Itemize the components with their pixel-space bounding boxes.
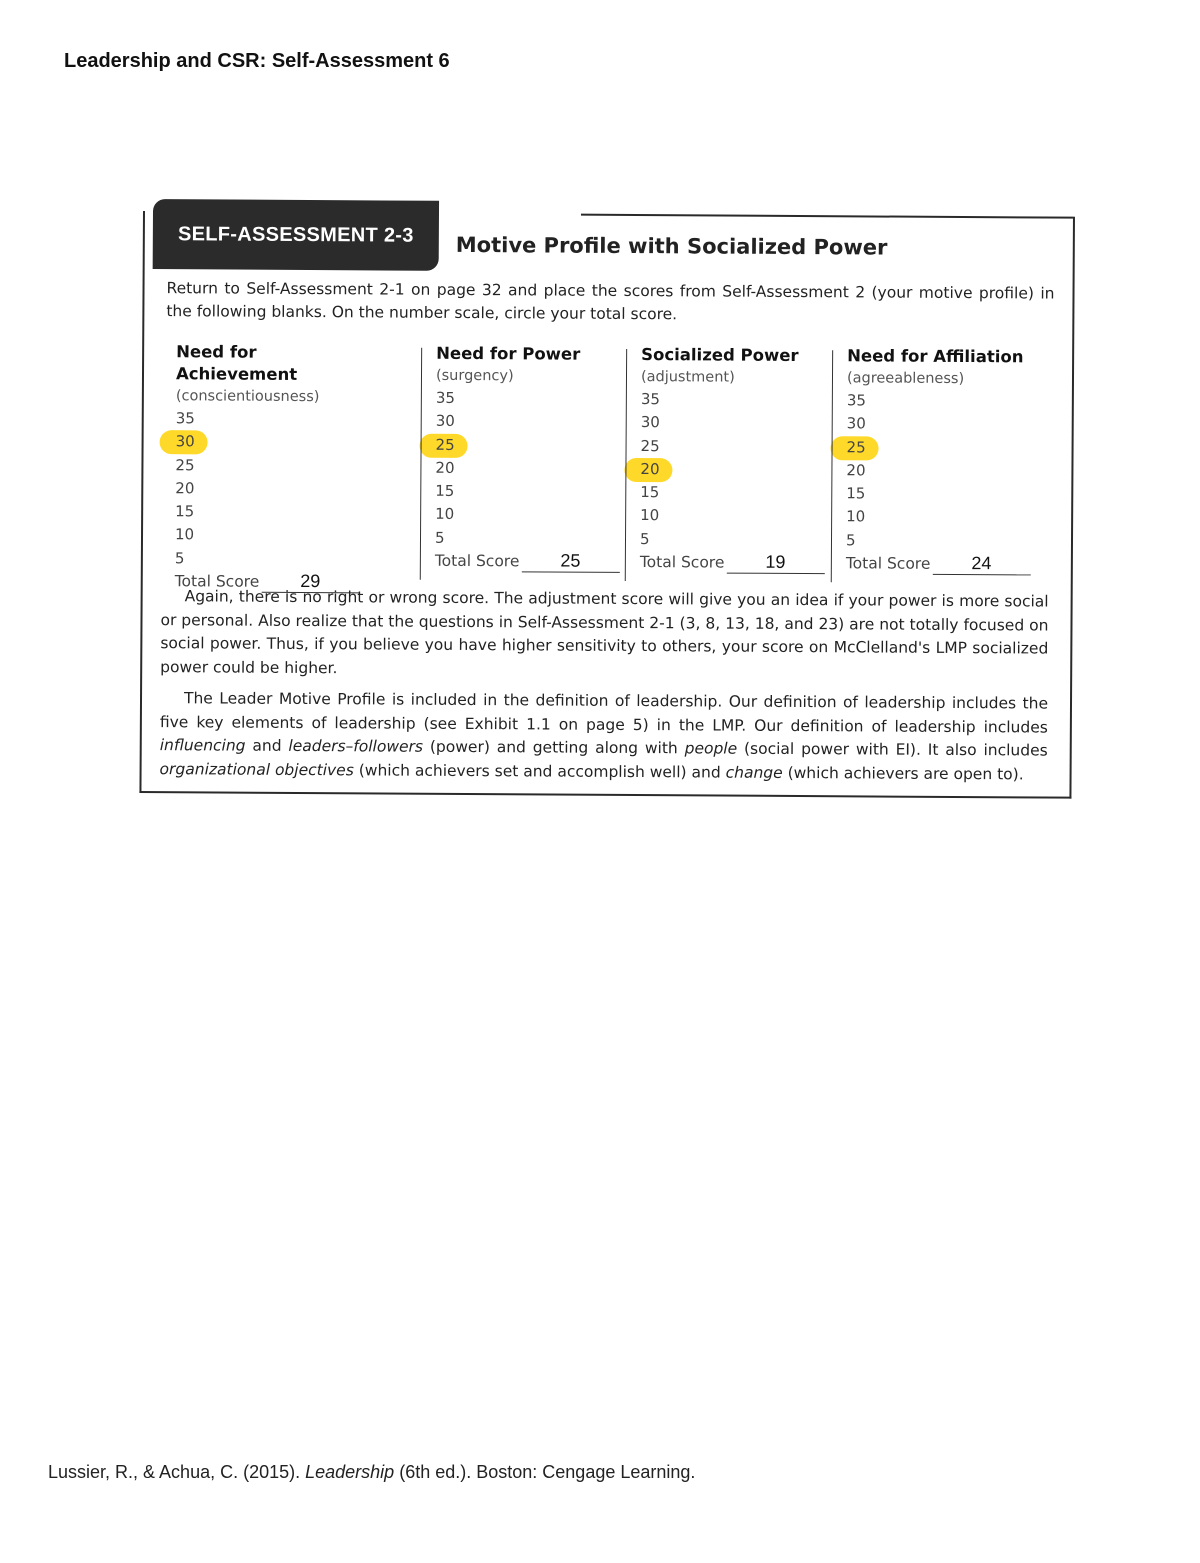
scale-value: 10	[846, 507, 866, 526]
scale-value: 15	[640, 483, 660, 502]
para2-text: (power) and getting along with	[422, 737, 685, 758]
total-score-value: 29	[261, 571, 359, 594]
citation-authors: Lussier, R., & Achua, C. (2015).	[48, 1462, 306, 1482]
column-subtitle: (adjustment)	[640, 369, 735, 386]
assessment-tag: SELF-ASSESSMENT 2-3	[153, 199, 439, 271]
self-assessment-box	[139, 211, 1075, 799]
scale-value: 35	[175, 409, 195, 428]
scale-value-circled: 25	[846, 436, 886, 460]
page-title: Leadership and CSR: Self-Assessment 6	[64, 50, 450, 72]
scale-value: 30	[435, 412, 455, 431]
column-need-for-power	[435, 343, 636, 573]
citation-footer	[48, 1462, 695, 1483]
paragraph-lmp	[160, 687, 1049, 786]
box-heading: Motive Profile with Socialized Power	[455, 232, 888, 260]
total-score-label: Total Score	[434, 551, 520, 571]
scale-value: 5	[845, 531, 856, 550]
scale-value: 30	[846, 414, 866, 433]
citation-rest: (6th ed.). Boston: Cengage Learning.	[394, 1462, 696, 1482]
scale-value: 35	[435, 388, 456, 407]
para2-italic: people	[684, 739, 738, 758]
para2-italic: change	[725, 763, 783, 782]
total-score-value: 19	[726, 552, 824, 575]
para2-text: The Leader Motive Profile is included in the definition of leadership. Our definition of leadership includes the five key elements of leadership (see Exhibit 1.1 on page 5) in the LMP. Our definition of leadership includes	[159, 689, 1049, 737]
intro-text: Return to Self-Assessment 2-1 on page 32 and place the scores from Self-Assessment 2 (your motive profile) in the following blanks. On the number scale, circle your total score.	[166, 279, 1055, 324]
column-need-for-achievement	[175, 341, 377, 593]
scale-value: 15	[435, 481, 455, 501]
total-score-row	[846, 552, 1046, 575]
scale-value-circled: 20	[640, 458, 680, 482]
total-score-row	[435, 550, 635, 573]
column-subtitle: (surgency)	[435, 367, 514, 385]
para2-text: (which achievers set and accomplish well) and	[353, 760, 726, 782]
scale-value-circled: 25	[436, 433, 476, 457]
scale-value: 20	[175, 479, 195, 498]
column-need-for-affiliation	[846, 345, 1047, 575]
column-title: Need for Power	[436, 343, 581, 364]
scale-value-circled: 30	[176, 431, 216, 455]
scale-value: 25	[640, 436, 660, 455]
scale-value: 20	[435, 458, 455, 477]
scale-value: 30	[640, 413, 660, 432]
para2-text: (which achievers are open to).	[782, 763, 1024, 783]
box-top-border	[581, 214, 1073, 219]
scale-value: 15	[846, 484, 866, 503]
para2-text: (social power with EI). It also includes	[737, 739, 1048, 760]
para2-italic: leaders–followers	[288, 736, 424, 756]
para2-text: and	[245, 736, 289, 755]
scale-value: 5	[174, 548, 185, 568]
total-score-value: 25	[521, 550, 619, 573]
column-subtitle: (agreeableness)	[846, 370, 965, 388]
scale-value: 35	[640, 390, 661, 409]
para2-italic: organizational objectives	[159, 759, 354, 779]
total-score-value: 24	[932, 553, 1030, 576]
column-subtitle: (conscientiousness)	[175, 388, 320, 406]
total-score-label: Total Score	[845, 554, 931, 573]
scale-value: 10	[174, 525, 195, 544]
para2-italic: influencing	[159, 736, 246, 755]
citation-book-title: Leadership	[305, 1462, 395, 1482]
column-title: Need for Affiliation	[847, 346, 1024, 367]
scale-value: 20	[846, 461, 866, 480]
column-title: Socialized Power	[641, 345, 799, 366]
scale-value: 35	[846, 391, 867, 410]
paragraph-again: Again, there is no right or wrong score. The adjustment score will give you an idea if your power is more social or personal. Also realize that the questions in Self-Assessment 2-1 (3, 8, 13, 18, and 23) are not totally focused on social power. Thus, if you believe you have higher sensitivity to others, your score on McClelland's LMP socialized power could be higher.	[160, 587, 1049, 677]
column-socialized-power	[640, 344, 841, 574]
scale-value: 5	[639, 529, 650, 548]
scale-value: 25	[175, 455, 195, 474]
total-score-label: Total Score	[174, 572, 260, 591]
scale-value: 5	[434, 528, 445, 547]
total-score-label: Total Score	[639, 553, 725, 572]
scale-value: 15	[175, 502, 195, 521]
scale-value: 10	[435, 505, 455, 524]
column-divider	[420, 348, 422, 580]
total-score-row	[640, 551, 840, 574]
scale-value: 10	[640, 506, 660, 525]
column-title: Need for Achievement	[175, 342, 298, 384]
